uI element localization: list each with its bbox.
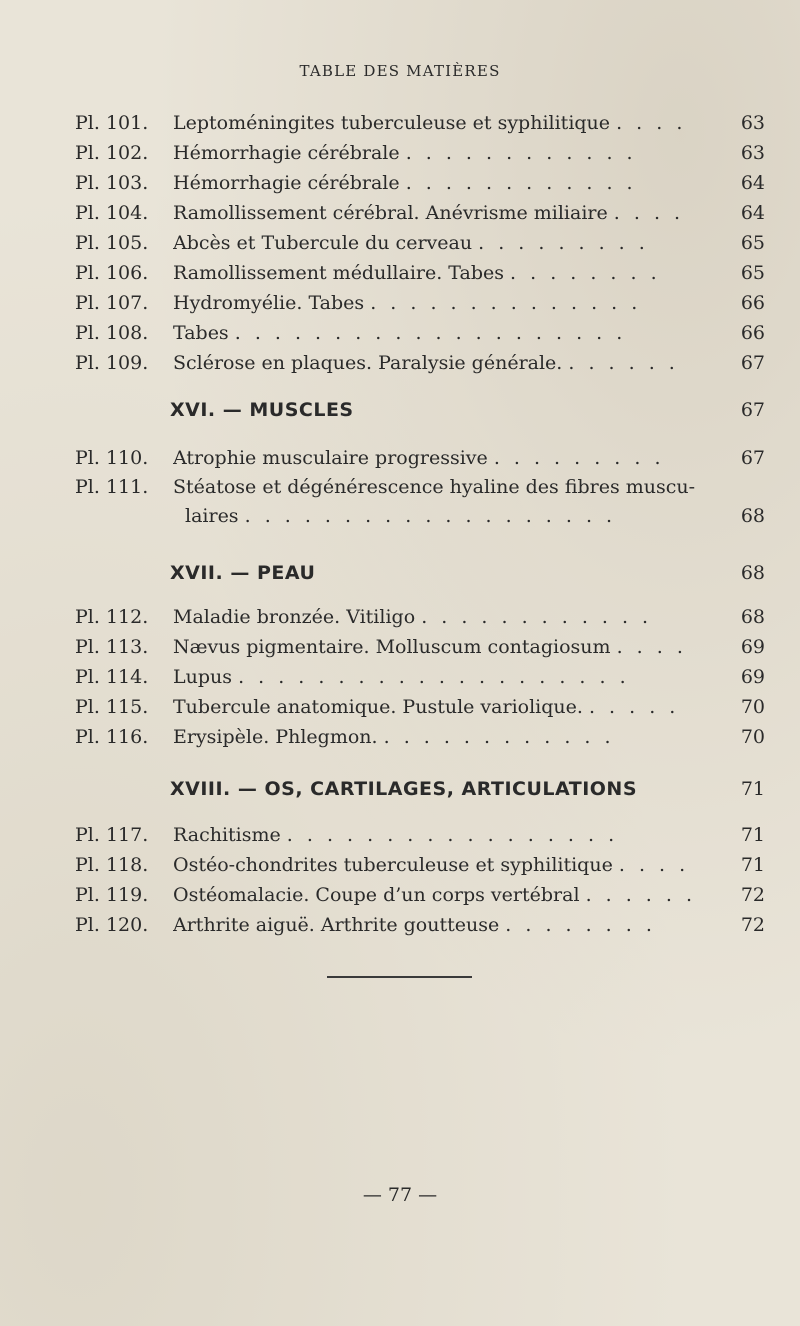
entry-title: Hydromyélie. Tabes . . . . . . . . . . . . . . — [173, 292, 642, 314]
leader-dots: . . . . . . . . — [505, 914, 656, 936]
page-number: — 77 — — [362, 1184, 438, 1206]
entry-title: Nævus pigmentaire. Molluscum contagiosum . . . . — [173, 636, 687, 658]
plate-number: Pl. 109. — [75, 352, 149, 374]
toc-entry — [75, 445, 775, 471]
entry-title: Maladie bronzée. Vitiligo . . . . . . . . . . . . — [173, 606, 653, 628]
page-ref: 66 — [740, 322, 765, 344]
page-ref: 70 — [740, 726, 765, 748]
entry-title: Hémorrhagie cérébrale . . . . . . . . . . . . — [173, 172, 637, 194]
plate-number: Pl. 104. — [75, 202, 149, 224]
page-ref: 67 — [740, 352, 765, 374]
plate-number: Pl. 102. — [75, 142, 149, 164]
plate-number: Pl. 119. — [75, 884, 149, 906]
page-ref: 63 — [740, 112, 765, 134]
leader-dots: . . . . — [616, 112, 687, 134]
entry-title: Stéatose et dégénérescence hyaline des fibres muscu- — [173, 476, 696, 498]
plate-number: Pl. 113. — [75, 636, 149, 658]
plate-number: Pl. 116. — [75, 726, 149, 748]
plate-number: Pl. 106. — [75, 262, 149, 284]
leader-dots: . . . . — [613, 202, 685, 224]
entry-title: Rachitisme . . . . . . . . . . . . . . . . . — [173, 824, 619, 846]
page-header: TABLE DES MATIÈRES — [299, 62, 501, 80]
leader-dots: . . . . — [618, 854, 690, 876]
leader-dots: . . . . . . . . . . . . — [383, 726, 615, 748]
leader-dots: . . . . — [616, 636, 687, 658]
section-page-ref: 68 — [740, 562, 765, 584]
entry-title: Ramollissement cérébral. Anévrisme miliaire . . . . — [173, 202, 685, 224]
toc-entry — [75, 604, 775, 630]
leader-dots: . . . . . . . . . . . . . . . . . . . . — [234, 322, 627, 344]
plate-number: Pl. 111. — [75, 476, 149, 498]
section-heading-peau — [0, 558, 800, 588]
toc-entry — [75, 230, 775, 256]
toc-entry — [75, 822, 775, 848]
plate-number: Pl. 118. — [75, 854, 149, 876]
toc-entry — [75, 140, 775, 166]
plate-number: Pl. 120. — [75, 914, 149, 936]
leader-dots: . . . . . — [588, 696, 680, 718]
toc-entry — [75, 634, 775, 660]
plate-number: Pl. 112. — [75, 606, 149, 628]
entry-title: Ostéo-chondrites tuberculeuse et syphilitique . . . . — [173, 854, 690, 876]
page-ref: 69 — [740, 666, 765, 688]
page-ref: 64 — [740, 202, 765, 224]
toc-entry — [75, 260, 775, 286]
toc-entry — [75, 724, 775, 750]
leader-dots: . . . . . . . . . . . . . . . . . . . — [244, 505, 617, 527]
leader-dots: . . . . . . . . . . . . . . . . . . . . — [238, 666, 630, 688]
entry-title: Atrophie musculaire progressive . . . . . . . . . — [173, 447, 665, 469]
toc-entry — [75, 110, 775, 136]
plate-number: Pl. 115. — [75, 696, 149, 718]
entry-title: Ostéomalacie. Coupe d’un corps vertébral . . . . . . — [173, 884, 696, 906]
toc-entry — [75, 912, 775, 938]
page-ref: 69 — [740, 636, 765, 658]
section-title: XVIII. — OS, CARTILAGES, ARTICULATIONS — [170, 778, 638, 800]
entry-title: Tabes . . . . . . . . . . . . . . . . . . . . — [173, 322, 627, 344]
entry-title: Ramollissement médullaire. Tabes . . . . . . . . — [173, 262, 661, 284]
plate-number: Pl. 114. — [75, 666, 149, 688]
plate-number: Pl. 105. — [75, 232, 149, 254]
entry-title: Hémorrhagie cérébrale . . . . . . . . . . . . — [173, 142, 637, 164]
page-ref: 71 — [740, 854, 765, 876]
toc-entry — [75, 694, 775, 720]
entry-title: Abcès et Tubercule du cerveau . . . . . . . . . — [173, 232, 649, 254]
entry-title: Leptoméningites tuberculeuse et syphilitique . . . . — [173, 112, 687, 134]
plate-number: Pl. 117. — [75, 824, 149, 846]
entry-title: Arthrite aiguë. Arthrite goutteuse . . . . . . . . — [173, 914, 656, 936]
page-ref: 63 — [740, 142, 765, 164]
leader-dots: . . . . . . . . . . . . — [405, 142, 637, 164]
leader-dots: . . . . . . . . . . . . . . — [370, 292, 642, 314]
toc-entry — [75, 350, 775, 376]
toc-entry — [75, 852, 775, 878]
entry-title: Lupus . . . . . . . . . . . . . . . . . . . . — [173, 666, 630, 688]
leader-dots: . . . . . . — [568, 352, 679, 374]
entry-title: laires . . . . . . . . . . . . . . . . . . . — [185, 505, 617, 527]
plate-number: Pl. 101. — [75, 112, 149, 134]
entry-title: Sclérose en plaques. Paralysie générale. . . . . . . — [173, 352, 679, 374]
page-ref: 72 — [740, 884, 765, 906]
toc-entry — [75, 320, 775, 346]
leader-dots: . . . . . . . . . — [493, 447, 665, 469]
entry-title: Erysipèle. Phlegmon. . . . . . . . . . . . . — [173, 726, 615, 748]
toc-entry-continuation — [75, 503, 775, 529]
toc-entry — [75, 664, 775, 690]
page-ref: 65 — [740, 232, 765, 254]
entry-title: Tubercule anatomique. Pustule variolique. . . . . . — [173, 696, 680, 718]
leader-dots: . . . . . . . . . — [478, 232, 649, 254]
toc-entry — [75, 474, 775, 500]
toc-entry — [75, 882, 775, 908]
page-ref: 64 — [740, 172, 765, 194]
page-ref: 68 — [740, 505, 765, 527]
page-ref: 66 — [740, 292, 765, 314]
plate-number: Pl. 110. — [75, 447, 149, 469]
section-heading-muscles — [0, 395, 800, 425]
toc-entry — [75, 200, 775, 226]
leader-dots: . . . . . . . . . . . . — [405, 172, 637, 194]
leader-dots: . . . . . . . . . . . . — [421, 606, 653, 628]
page-ref: 70 — [740, 696, 765, 718]
page-ref: 68 — [740, 606, 765, 628]
leader-dots: . . . . . . — [585, 884, 696, 906]
section-page-ref: 67 — [740, 399, 765, 421]
section-page-ref: 71 — [740, 778, 765, 800]
page-ref: 71 — [740, 824, 765, 846]
leader-dots: . . . . . . . . — [510, 262, 661, 284]
plate-number: Pl. 103. — [75, 172, 149, 194]
end-rule — [327, 976, 472, 978]
toc-entry — [75, 170, 775, 196]
page-ref: 67 — [740, 447, 765, 469]
section-heading-os — [0, 774, 800, 804]
section-title: XVI. — MUSCLES — [170, 399, 354, 421]
leader-dots: . . . . . . . . . . . . . . . . . — [286, 824, 619, 846]
toc-entry — [75, 290, 775, 316]
page-ref: 65 — [740, 262, 765, 284]
page-ref: 72 — [740, 914, 765, 936]
plate-number: Pl. 108. — [75, 322, 149, 344]
section-title: XVII. — PEAU — [170, 562, 316, 584]
plate-number: Pl. 107. — [75, 292, 149, 314]
